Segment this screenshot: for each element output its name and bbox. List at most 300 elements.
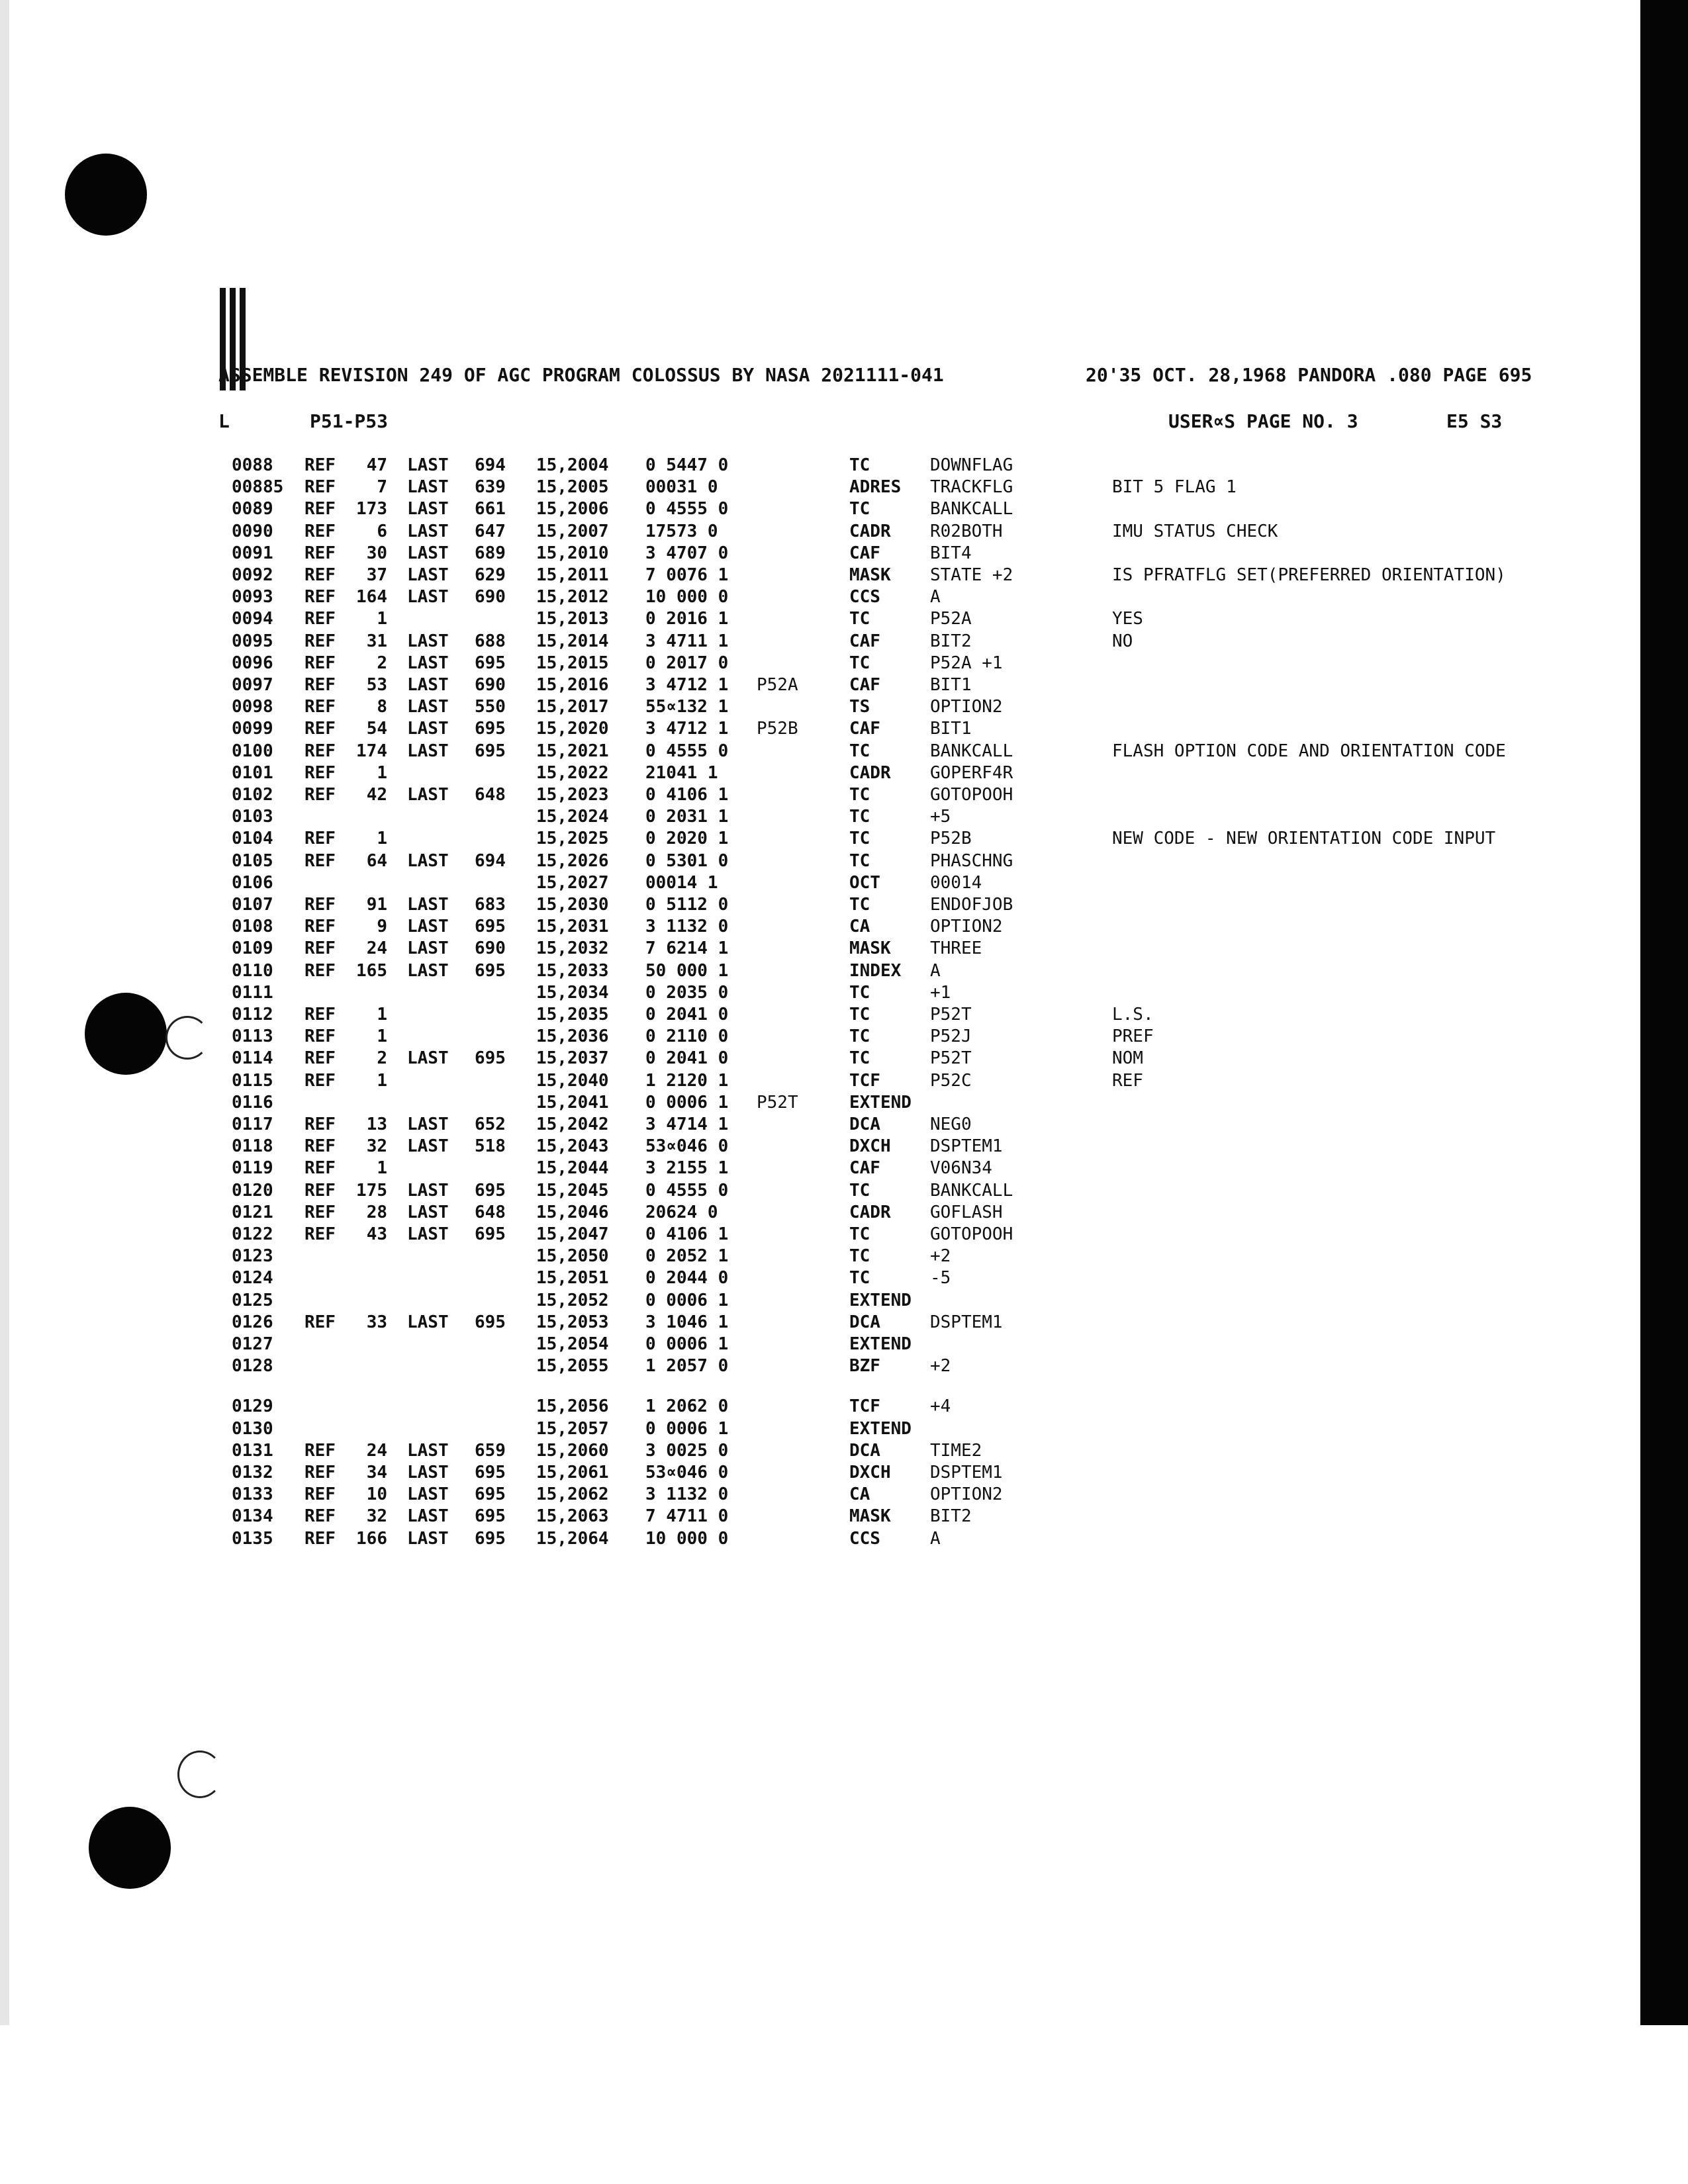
row-line-number: 0096	[232, 653, 273, 673]
row-address: 15,2036	[536, 1026, 609, 1047]
row-ref-marker: REF	[305, 1528, 336, 1549]
row-ref-count: 1	[377, 609, 387, 629]
row-last-marker: LAST	[407, 521, 449, 541]
row-line-number: 0100	[232, 741, 273, 761]
row-last-marker: LAST	[407, 543, 449, 563]
row-ref-count: 47	[366, 455, 387, 475]
row-last-page: 648	[475, 1202, 506, 1222]
row-opcode: TC	[849, 741, 870, 761]
row-line-number: 0133	[232, 1484, 273, 1505]
row-last-marker: LAST	[407, 938, 449, 959]
punch-hole-bottom	[89, 1807, 171, 1889]
row-ref-count: 24	[366, 1440, 387, 1461]
row-last-marker: LAST	[407, 960, 449, 981]
row-ref-marker: REF	[305, 1484, 336, 1505]
row-last-marker: LAST	[407, 1180, 449, 1201]
row-ref-count: 10	[366, 1484, 387, 1505]
row-last-marker: LAST	[407, 477, 449, 498]
row-last-marker: LAST	[407, 499, 449, 520]
row-octal-code: 53∝046 0	[645, 1136, 729, 1157]
row-ref-count: 2	[377, 653, 387, 673]
row-octal-code: 0 2110 0	[645, 1026, 729, 1047]
row-address: 15,2044	[536, 1158, 609, 1179]
row-ref-marker: REF	[305, 1312, 336, 1332]
row-operand: BIT1	[930, 719, 972, 739]
row-opcode: EXTEND	[849, 1334, 912, 1354]
row-address: 15,2053	[536, 1312, 609, 1332]
row-last-marker: LAST	[407, 741, 449, 761]
row-opcode: CADR	[849, 521, 891, 541]
row-octal-code: 21041 1	[645, 762, 718, 783]
row-octal-code: 0 4555 0	[645, 741, 729, 761]
row-address: 15,2015	[536, 653, 609, 673]
row-address: 15,2030	[536, 895, 609, 915]
row-line-number: 0088	[232, 455, 273, 475]
row-last-page: 695	[475, 1224, 506, 1244]
row-octal-code: 53∝046 0	[645, 1463, 729, 1482]
listing-header-title: ASSEMBLE REVISION 249 OF AGC PROGRAM COLOSSUS BY NASA 2021111-041	[218, 364, 944, 386]
row-opcode: TC	[849, 829, 870, 849]
row-line-number: 0130	[232, 1418, 273, 1439]
row-address: 15,2061	[536, 1463, 609, 1482]
row-last-page: 688	[475, 631, 506, 651]
row-operand: GOTOPOOH	[930, 785, 1013, 805]
row-ref-marker: REF	[305, 1115, 336, 1134]
row-operand: STATE +2	[930, 565, 1013, 585]
row-line-number: 0131	[232, 1440, 273, 1461]
row-ref-count: 32	[366, 1136, 387, 1157]
row-octal-code: 0 4555 0	[645, 1180, 729, 1201]
row-octal-code: 0 2016 1	[645, 609, 729, 629]
row-opcode: INDEX	[849, 960, 902, 981]
row-last-marker: LAST	[407, 1312, 449, 1332]
row-ref-marker: REF	[305, 1506, 336, 1527]
row-operand: A	[930, 587, 941, 608]
row-opcode: CA	[849, 917, 870, 937]
row-ref-marker: REF	[305, 1463, 336, 1482]
row-address: 15,2064	[536, 1528, 609, 1549]
row-operand: P52B	[930, 829, 972, 849]
row-line-number: 0091	[232, 543, 273, 563]
row-octal-code: 10 000 0	[645, 587, 729, 608]
row-last-marker: LAST	[407, 1115, 449, 1134]
punch-arc-lower	[177, 1751, 222, 1798]
row-line-number: 0108	[232, 917, 273, 937]
row-octal-code: 0 0006 1	[645, 1290, 729, 1310]
row-ref-marker: REF	[305, 829, 336, 849]
row-opcode: TC	[849, 850, 870, 871]
row-operand: THREE	[930, 938, 982, 959]
row-address: 15,2034	[536, 982, 609, 1003]
row-line-number: 0109	[232, 938, 273, 959]
listing-header-date-page: 20'35 OCT. 28,1968 PANDORA .080 PAGE 695	[1086, 364, 1532, 386]
row-operand: BIT1	[930, 675, 972, 695]
row-address: 15,2032	[536, 938, 609, 959]
row-opcode: ADRES	[849, 477, 902, 498]
row-opcode: TC	[849, 455, 870, 475]
row-octal-code: 55∝132 1	[645, 697, 729, 717]
row-octal-code: 0 4106 1	[645, 785, 729, 805]
row-address: 15,2005	[536, 477, 609, 498]
row-last-page: 695	[475, 917, 506, 937]
row-operand: 00014	[930, 872, 982, 893]
row-ref-count: 24	[366, 938, 387, 959]
row-ref-marker: REF	[305, 1070, 336, 1091]
row-octal-code: 20624 0	[645, 1202, 718, 1222]
row-ref-count: 173	[356, 499, 387, 520]
row-octal-code: 7 6214 1	[645, 938, 729, 959]
row-octal-code: 0 2052 1	[645, 1246, 729, 1267]
row-line-number: 0122	[232, 1224, 273, 1244]
row-line-number: 0124	[232, 1268, 273, 1289]
row-opcode: DCA	[849, 1440, 880, 1461]
row-opcode: TC	[849, 807, 870, 827]
row-line-number: 0094	[232, 609, 273, 629]
row-opcode: TS	[849, 697, 870, 717]
row-opcode: MASK	[849, 1506, 891, 1527]
row-opcode: CADR	[849, 1202, 891, 1222]
row-ref-count: 164	[356, 587, 387, 608]
row-line-number: 0126	[232, 1312, 273, 1332]
row-last-page: 648	[475, 785, 506, 805]
row-ref-count: 42	[366, 785, 387, 805]
section-tag: E5 S3	[1446, 410, 1503, 432]
row-address: 15,2024	[536, 807, 609, 827]
row-last-page: 647	[475, 521, 506, 541]
row-ref-marker: REF	[305, 521, 336, 541]
row-operand: OPTION2	[930, 917, 1003, 937]
row-ref-count: 1	[377, 1026, 387, 1047]
row-last-marker: LAST	[407, 719, 449, 739]
row-opcode: CCS	[849, 1528, 880, 1549]
row-octal-code: 7 4711 0	[645, 1506, 729, 1527]
row-line-number: 0107	[232, 895, 273, 915]
row-line-number: 0099	[232, 719, 273, 739]
row-operand: GOTOPOOH	[930, 1224, 1013, 1244]
row-line-number: 0116	[232, 1092, 273, 1113]
row-last-page: 695	[475, 1484, 506, 1505]
row-line-number: 0095	[232, 631, 273, 651]
row-line-number: 0117	[232, 1115, 273, 1134]
row-ref-marker: REF	[305, 741, 336, 761]
row-address: 15,2054	[536, 1334, 609, 1354]
row-operand: DOWNFLAG	[930, 455, 1013, 475]
row-operand: P52A +1	[930, 653, 1003, 673]
row-operand: A	[930, 1528, 941, 1549]
row-comment: REF	[1112, 1070, 1143, 1091]
row-last-marker: LAST	[407, 1506, 449, 1527]
row-operand: GOFLASH	[930, 1202, 1003, 1222]
row-line-number: 0129	[232, 1396, 273, 1417]
row-opcode: DCA	[849, 1312, 880, 1332]
row-ref-count: 2	[377, 1048, 387, 1069]
row-ref-marker: REF	[305, 609, 336, 629]
row-address: 15,2040	[536, 1070, 609, 1091]
row-operand: P52J	[930, 1026, 972, 1047]
row-ref-count: 53	[366, 675, 387, 695]
row-ref-count: 1	[377, 762, 387, 783]
row-opcode: TC	[849, 1246, 870, 1267]
row-octal-code: 00014 1	[645, 872, 718, 893]
row-address: 15,2042	[536, 1115, 609, 1134]
row-last-page: 695	[475, 1528, 506, 1549]
row-opcode: DCA	[849, 1115, 880, 1134]
row-octal-code: 1 2057 0	[645, 1356, 729, 1377]
user-page-number: USER∝S PAGE NO. 3	[1168, 410, 1358, 432]
row-operand: BIT2	[930, 631, 972, 651]
row-last-marker: LAST	[407, 1528, 449, 1549]
row-address: 15,2022	[536, 762, 609, 783]
row-opcode: CAF	[849, 719, 880, 739]
row-ref-count: 1	[377, 1158, 387, 1179]
row-last-page: 690	[475, 938, 506, 959]
row-label: P52T	[757, 1092, 798, 1113]
row-line-number: 0102	[232, 785, 273, 805]
row-address: 15,2055	[536, 1356, 609, 1377]
row-last-page: 639	[475, 477, 506, 498]
row-operand: NEG0	[930, 1115, 972, 1134]
row-address: 15,2017	[536, 697, 609, 717]
row-opcode: EXTEND	[849, 1290, 912, 1310]
row-operand: A	[930, 960, 941, 981]
row-last-marker: LAST	[407, 895, 449, 915]
row-address: 15,2062	[536, 1484, 609, 1505]
row-last-page: 695	[475, 1048, 506, 1069]
row-operand: GOPERF4R	[930, 762, 1013, 783]
row-operand: ENDOFJOB	[930, 895, 1013, 915]
row-line-number: 0113	[232, 1026, 273, 1047]
row-comment: YES	[1112, 609, 1143, 629]
punch-arc-middle	[165, 1016, 209, 1060]
row-ref-marker: REF	[305, 565, 336, 585]
row-last-marker: LAST	[407, 1048, 449, 1069]
row-operand: +4	[930, 1396, 951, 1417]
row-line-number: 0101	[232, 762, 273, 783]
row-last-page: 683	[475, 895, 506, 915]
row-octal-code: 0 0006 1	[645, 1334, 729, 1354]
row-last-marker: LAST	[407, 565, 449, 585]
row-ref-count: 1	[377, 1005, 387, 1024]
row-opcode: DXCH	[849, 1136, 891, 1157]
row-octal-code: 0 5112 0	[645, 895, 729, 915]
row-last-marker: LAST	[407, 917, 449, 937]
row-last-page: 659	[475, 1440, 506, 1461]
row-octal-code: 10 000 0	[645, 1528, 729, 1549]
row-ref-count: 64	[366, 850, 387, 871]
row-comment: NO	[1112, 631, 1133, 651]
row-octal-code: 3 0025 0	[645, 1440, 729, 1461]
row-ref-count: 6	[377, 521, 387, 541]
row-address: 15,2056	[536, 1396, 609, 1417]
row-address: 15,2050	[536, 1246, 609, 1267]
row-line-number: 0135	[232, 1528, 273, 1549]
row-operand: BANKCALL	[930, 741, 1013, 761]
row-octal-code: 0 0006 1	[645, 1418, 729, 1439]
row-operand: BIT2	[930, 1506, 972, 1527]
row-last-marker: LAST	[407, 1136, 449, 1157]
row-last-marker: LAST	[407, 1463, 449, 1482]
row-octal-code: 0 4555 0	[645, 499, 729, 520]
row-address: 15,2013	[536, 609, 609, 629]
row-line-number: 0119	[232, 1158, 273, 1179]
row-ref-count: 30	[366, 543, 387, 563]
row-operand: -5	[930, 1268, 951, 1289]
row-address: 15,2047	[536, 1224, 609, 1244]
row-operand: OPTION2	[930, 1484, 1003, 1505]
row-operand: DSPTEM1	[930, 1312, 1003, 1332]
row-octal-code: 50 000 1	[645, 960, 729, 981]
row-address: 15,2010	[536, 543, 609, 563]
row-label: P52A	[757, 675, 798, 695]
row-address: 15,2027	[536, 872, 609, 893]
row-ref-marker: REF	[305, 1136, 336, 1157]
row-opcode: TC	[849, 653, 870, 673]
row-line-number: 0105	[232, 850, 273, 871]
row-octal-code: 0 5447 0	[645, 455, 729, 475]
row-ref-marker: REF	[305, 543, 336, 563]
row-octal-code: 0 2035 0	[645, 982, 729, 1003]
row-line-number: 0106	[232, 872, 273, 893]
row-last-page: 661	[475, 499, 506, 520]
row-opcode: TC	[849, 1026, 870, 1047]
row-line-number: 00885	[232, 477, 284, 498]
row-ref-count: 1	[377, 1070, 387, 1091]
row-last-page: 690	[475, 587, 506, 608]
row-ref-count: 32	[366, 1506, 387, 1527]
row-address: 15,2007	[536, 521, 609, 541]
row-last-page: 629	[475, 565, 506, 585]
row-last-marker: LAST	[407, 675, 449, 695]
row-line-number: 0127	[232, 1334, 273, 1354]
row-comment: PREF	[1112, 1026, 1154, 1047]
row-address: 15,2031	[536, 917, 609, 937]
row-last-marker: LAST	[407, 850, 449, 871]
row-ref-count: 43	[366, 1224, 387, 1244]
row-address: 15,2046	[536, 1202, 609, 1222]
row-ref-marker: REF	[305, 719, 336, 739]
row-operand: +5	[930, 807, 951, 827]
row-opcode: DXCH	[849, 1463, 891, 1482]
row-octal-code: 00031 0	[645, 477, 718, 498]
row-last-marker: LAST	[407, 455, 449, 475]
row-last-marker: LAST	[407, 1224, 449, 1244]
row-last-page: 550	[475, 697, 506, 717]
row-operand: +1	[930, 982, 951, 1003]
row-ref-count: 31	[366, 631, 387, 651]
row-operand: +2	[930, 1246, 951, 1267]
row-octal-code: 0 2041 0	[645, 1005, 729, 1024]
row-operand: V06N34	[930, 1158, 992, 1179]
row-ref-count: 175	[356, 1180, 387, 1201]
row-ref-count: 33	[366, 1312, 387, 1332]
row-last-marker: LAST	[407, 1440, 449, 1461]
row-ref-count: 7	[377, 477, 387, 498]
row-opcode: TC	[849, 982, 870, 1003]
row-operand: R02BOTH	[930, 521, 1003, 541]
row-opcode: TC	[849, 895, 870, 915]
row-octal-code: 0 2041 0	[645, 1048, 729, 1069]
row-last-page: 689	[475, 543, 506, 563]
row-octal-code: 0 2031 1	[645, 807, 729, 827]
row-address: 15,2052	[536, 1290, 609, 1310]
row-address: 15,2021	[536, 741, 609, 761]
row-address: 15,2063	[536, 1506, 609, 1527]
row-ref-count: 165	[356, 960, 387, 981]
row-octal-code: 0 5301 0	[645, 850, 729, 871]
row-octal-code: 3 1132 0	[645, 1484, 729, 1505]
row-ref-count: 174	[356, 741, 387, 761]
row-line-number: 0115	[232, 1070, 273, 1091]
row-ref-marker: REF	[305, 917, 336, 937]
row-ref-marker: REF	[305, 1048, 336, 1069]
row-octal-code: 3 1046 1	[645, 1312, 729, 1332]
row-last-marker: LAST	[407, 697, 449, 717]
row-address: 15,2016	[536, 675, 609, 695]
row-address: 15,2051	[536, 1268, 609, 1289]
row-comment: IMU STATUS CHECK	[1112, 521, 1278, 541]
row-address: 15,2060	[536, 1440, 609, 1461]
row-octal-code: 3 1132 0	[645, 917, 729, 937]
scan-left-edge	[0, 0, 9, 2025]
row-opcode: CADR	[849, 762, 891, 783]
row-last-marker: LAST	[407, 653, 449, 673]
row-opcode: TCF	[849, 1396, 880, 1417]
row-ref-marker: REF	[305, 1005, 336, 1024]
row-opcode: CAF	[849, 543, 880, 563]
punch-hole-top	[65, 154, 147, 236]
row-octal-code: 3 4712 1	[645, 675, 729, 695]
row-operand: P52C	[930, 1070, 972, 1091]
row-octal-code: 0 2044 0	[645, 1268, 729, 1289]
row-octal-code: 3 2155 1	[645, 1158, 729, 1179]
row-comment: FLASH OPTION CODE AND ORIENTATION CODE	[1112, 741, 1506, 761]
row-address: 15,2026	[536, 850, 609, 871]
row-opcode: TC	[849, 1224, 870, 1244]
row-ref-marker: REF	[305, 895, 336, 915]
row-last-page: 695	[475, 741, 506, 761]
row-line-number: 0097	[232, 675, 273, 695]
row-operand: OPTION2	[930, 697, 1003, 717]
row-opcode: MASK	[849, 938, 891, 959]
row-address: 15,2012	[536, 587, 609, 608]
row-opcode: CCS	[849, 587, 880, 608]
row-line-number: 0114	[232, 1048, 273, 1069]
row-ref-marker: REF	[305, 675, 336, 695]
row-last-page: 695	[475, 1506, 506, 1527]
row-ref-count: 13	[366, 1115, 387, 1134]
row-octal-code: 7 0076 1	[645, 565, 729, 585]
row-line-number: 0112	[232, 1005, 273, 1024]
row-ref-count: 1	[377, 829, 387, 849]
row-address: 15,2033	[536, 960, 609, 981]
row-line-number: 0092	[232, 565, 273, 585]
row-operand: P52T	[930, 1005, 972, 1024]
row-last-page: 694	[475, 455, 506, 475]
row-octal-code: 0 2020 1	[645, 829, 729, 849]
row-ref-marker: REF	[305, 960, 336, 981]
row-line-number: 0123	[232, 1246, 273, 1267]
row-address: 15,2006	[536, 499, 609, 520]
row-opcode: CAF	[849, 675, 880, 695]
row-line-number: 0089	[232, 499, 273, 520]
row-last-page: 695	[475, 1312, 506, 1332]
row-octal-code: 0 4106 1	[645, 1224, 729, 1244]
row-ref-count: 54	[366, 719, 387, 739]
row-line-number: 0111	[232, 982, 273, 1003]
row-line-number: 0128	[232, 1356, 273, 1377]
row-opcode: BZF	[849, 1356, 880, 1377]
row-last-marker: LAST	[407, 785, 449, 805]
